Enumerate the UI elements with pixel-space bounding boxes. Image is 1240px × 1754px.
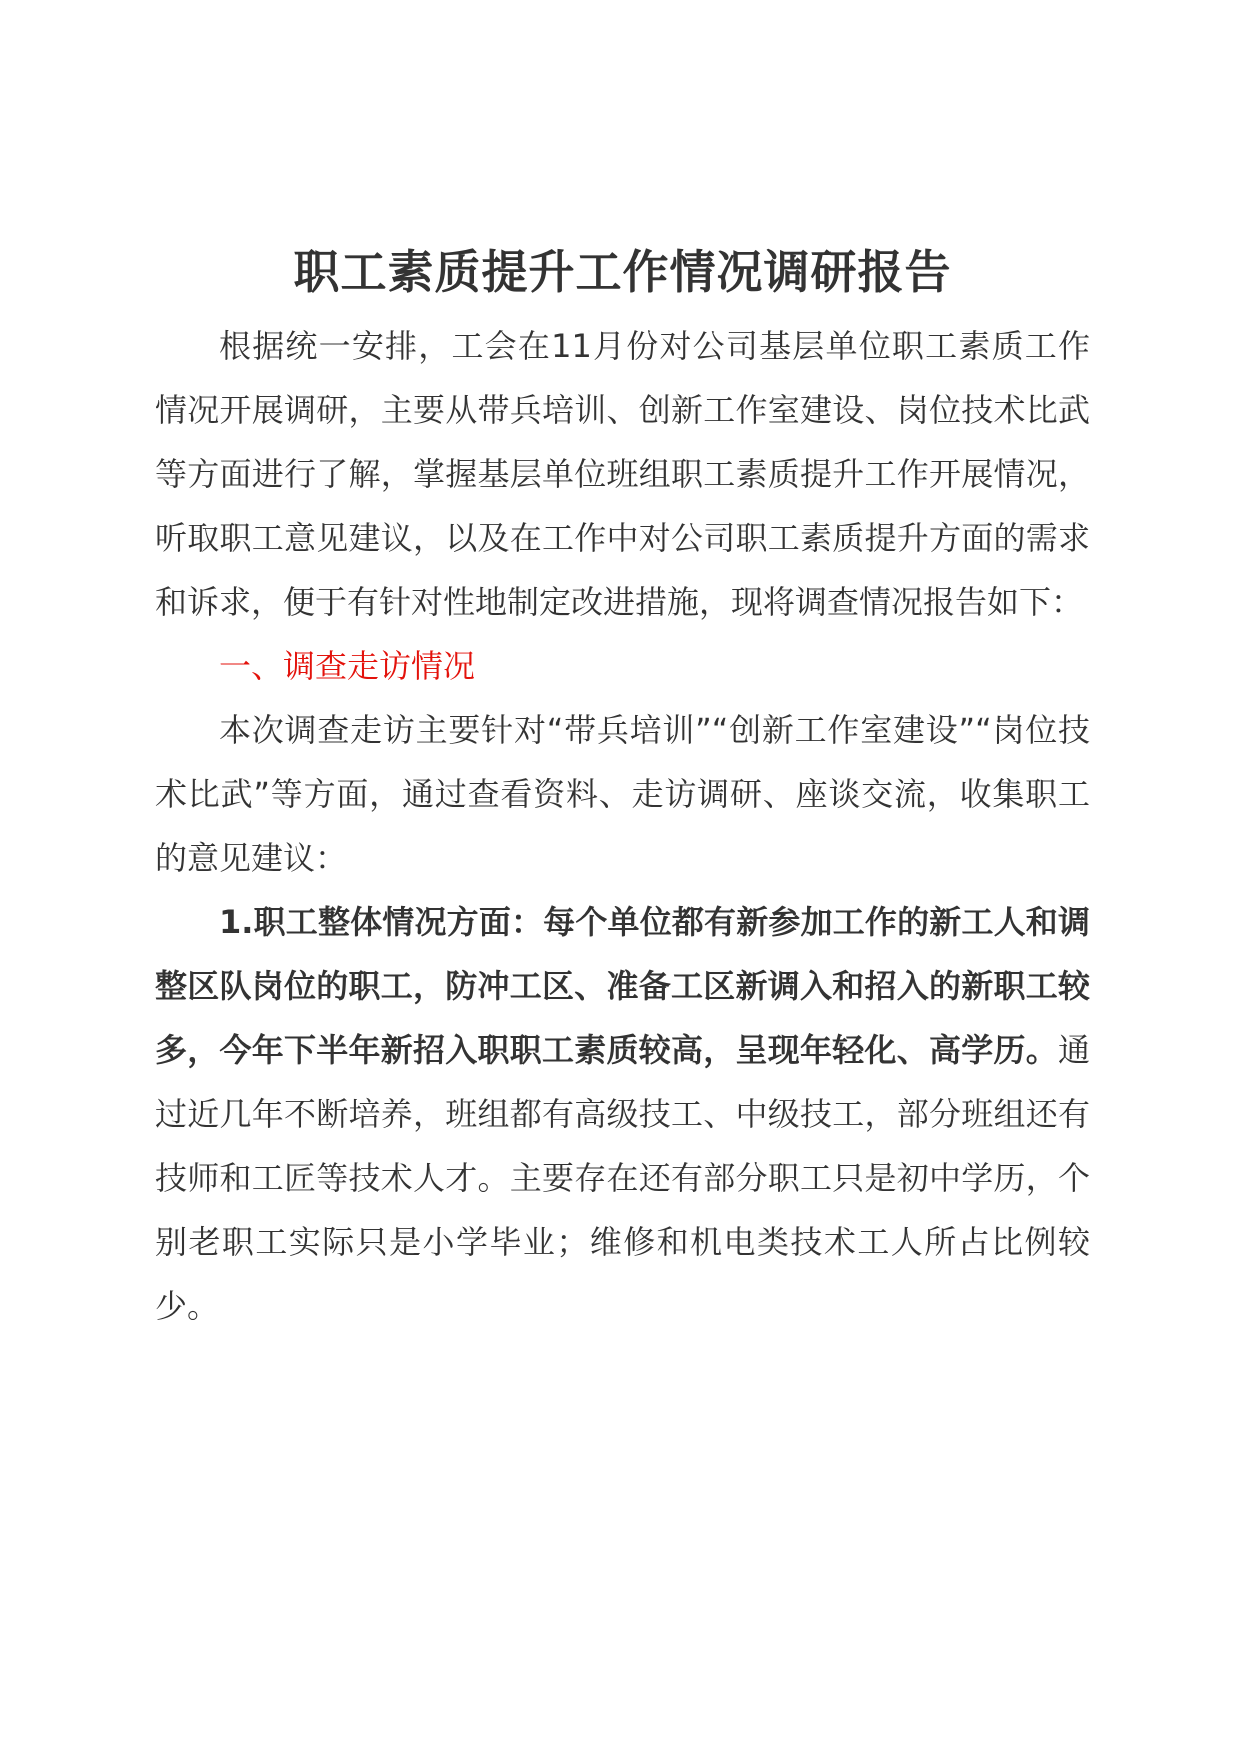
item-body-text: 通过近几年不断培养，班组都有高级技工、中级技工，部分班组还有技师和工匠等技术人才。主要存在还有部分职工只是初中学历，个别老职工实际只是小学毕业；维修和机电类技术工人所占比例较少。 (155, 1031, 1090, 1325)
item-bold-lead: 1.职工整体情况方面：每个单位都有新参加工作的新工人和调整区队岗位的职工，防冲工区、准备工区新调入和招入的新职工较多，今年下半年新招入职职工素质较高，呈现年轻化、高学历。 (155, 903, 1090, 1069)
document-title: 职工素质提升工作情况调研报告 (293, 245, 952, 299)
intro-paragraph: 根据统一安排，工会在11月份对公司基层单位职工素质工作情况开展调研，主要从带兵培训、创新工作室建设、岗位技术比武等方面进行了解，掌握基层单位班组职工素质提升工作开展情况，听取职工意见建议，以及在工作中对公司职工素质提升方面的需求和诉求，便于有针对性地制定改进措施，现将调查情况报告如下： (155, 327, 1090, 621)
document-body (155, 240, 1090, 1338)
section-heading: 一、调查走访情况 (219, 647, 476, 685)
item-paragraph (155, 890, 1090, 1338)
section-paragraph: 本次调查走访主要针对“带兵培训”“创新工作室建设”“岗位技术比武”等方面，通过查看资料、走访调研、座谈交流，收集职工的意见建议： (155, 711, 1090, 877)
